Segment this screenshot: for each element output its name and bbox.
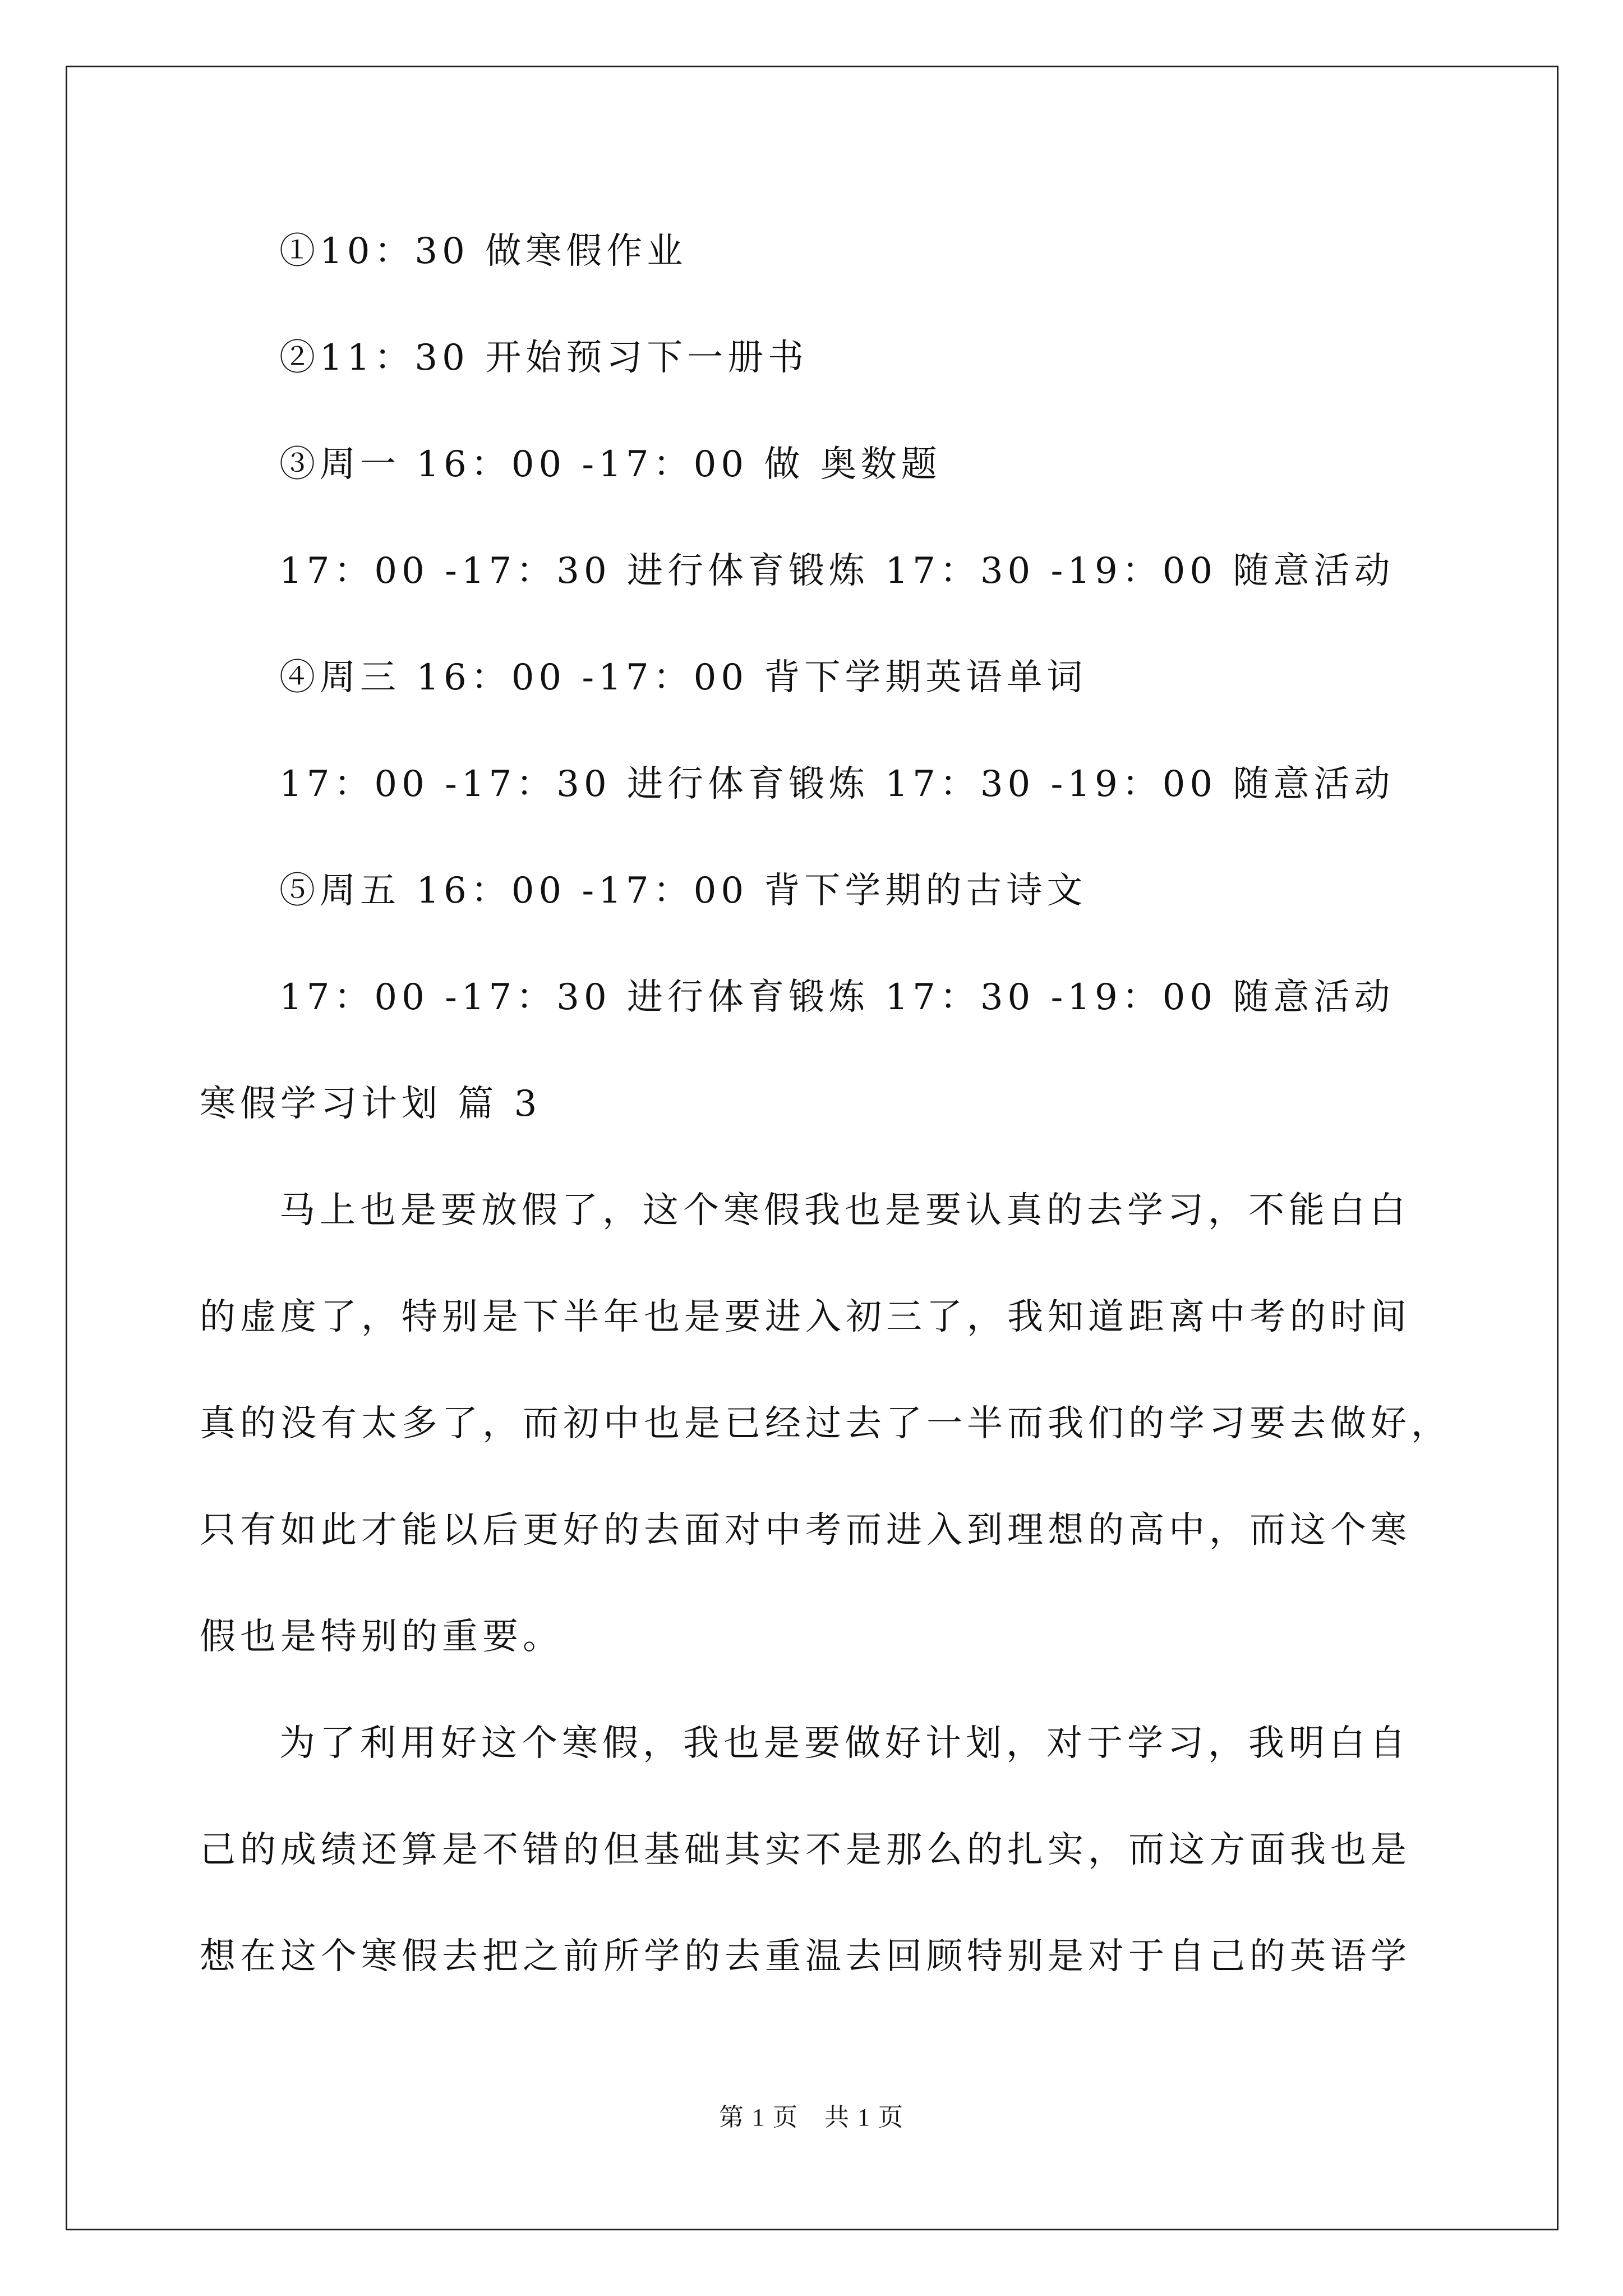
paragraph-1-line-5: 假也是特别的重要。 <box>200 1616 563 1658</box>
section-heading: 寒假学习计划 篇 3 <box>200 1083 542 1125</box>
schedule-line-4: 17：00 -17：30 进行体育锻炼 17：30 -19：00 随意活动 <box>279 550 1395 592</box>
paragraph-1-line-3: 真的没有太多了，而初中也是已经过去了一半而我们的学习要去做好， <box>200 1403 1451 1444</box>
schedule-line-7: ⑤周五 16：00 -17：00 背下学期的古诗文 <box>279 870 1087 912</box>
page-border <box>66 66 1559 2230</box>
schedule-line-3: ③周一 16：00 -17：00 做 奥数题 <box>279 444 942 485</box>
paragraph-2-line-2: 己的成绩还算是不错的但基础其实不是那么的扎实，而这方面我也是 <box>200 1829 1411 1871</box>
schedule-line-5: ④周三 16：00 -17：00 背下学期英语单词 <box>279 657 1087 698</box>
schedule-line-1: ①10：30 做寒假作业 <box>279 231 688 272</box>
paragraph-1-line-2: 的虚度了，特别是下半年也是要进入初三了，我知道距离中考的时间 <box>200 1296 1411 1338</box>
paragraph-1-line-4: 只有如此才能以后更好的去面对中考而进入到理想的高中，而这个寒 <box>200 1510 1411 1551</box>
paragraph-2-line-1: 为了利用好这个寒假，我也是要做好计划，对于学习，我明白自 <box>279 1723 1410 1764</box>
paragraph-1-line-1: 马上也是要放假了，这个寒假我也是要认真的去学习，不能白白 <box>279 1190 1410 1231</box>
schedule-line-6: 17：00 -17：30 进行体育锻炼 17：30 -19：00 随意活动 <box>279 763 1395 805</box>
paragraph-2-line-3: 想在这个寒假去把之前所学的去重温去回顾特别是对于自己的英语学 <box>200 1936 1411 1977</box>
schedule-line-8: 17：00 -17：30 进行体育锻炼 17：30 -19：00 随意活动 <box>279 977 1395 1018</box>
schedule-line-2: ②11：30 开始预习下一册书 <box>279 337 809 379</box>
page-footer: 第 1 页 共 1 页 <box>719 2104 904 2131</box>
